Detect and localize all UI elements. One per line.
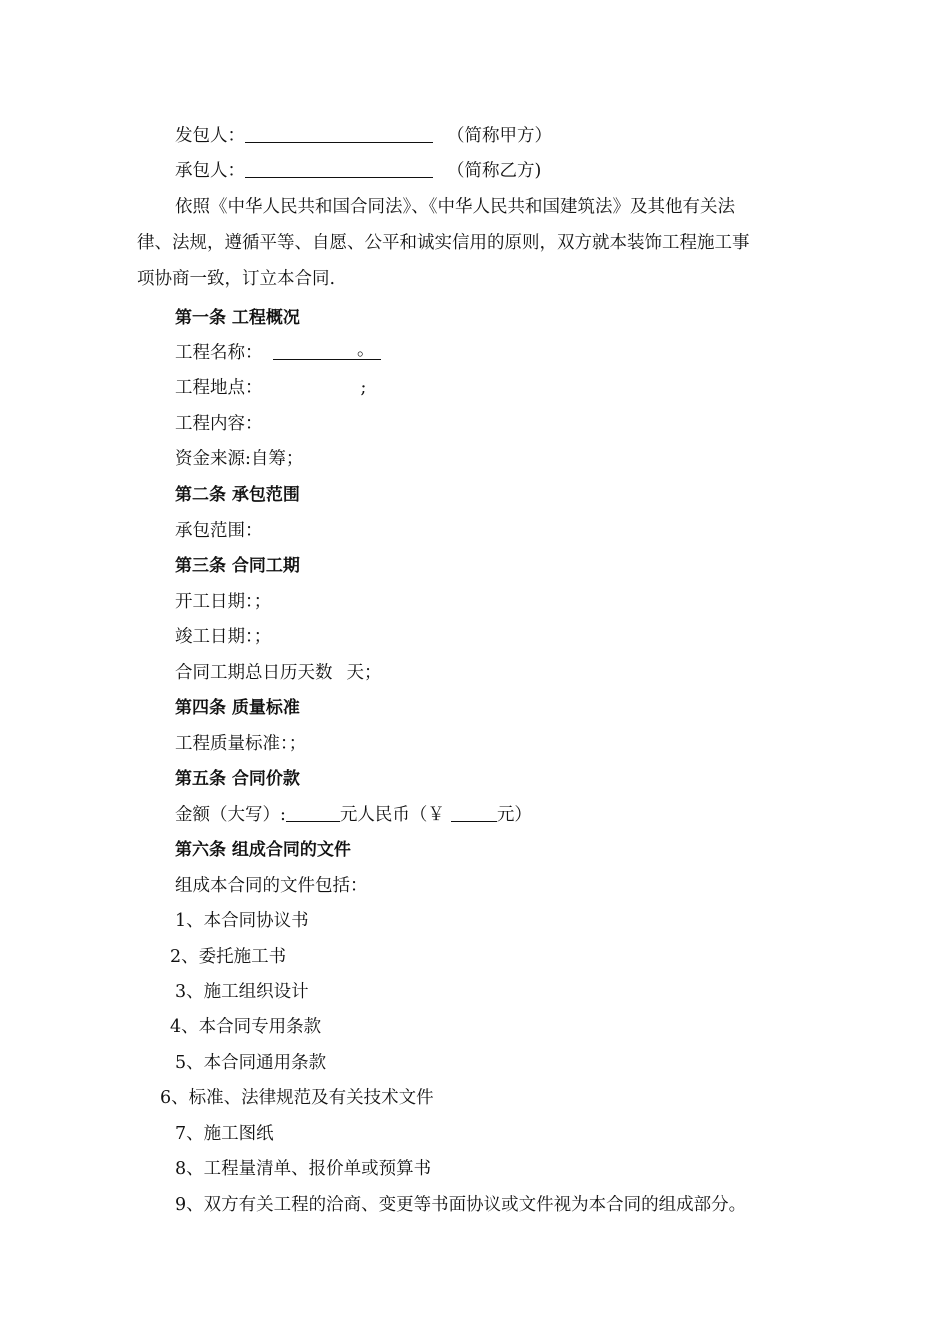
article-2-heading: 第二条 承包范围 xyxy=(175,485,300,505)
intro-line-1: 依照《中华人民共和国合同法》、《中华人民共和国建筑法》及其他有关法 xyxy=(175,197,735,217)
employer-suffix: （简称甲方） xyxy=(447,126,552,146)
document-item: 8、工程量清单、报价单或预算书 xyxy=(175,1159,432,1179)
amount-label: 金额（大写）: xyxy=(175,805,286,825)
finish-date: 竣工日期：； xyxy=(175,627,272,647)
start-date: 开工日期：； xyxy=(175,592,272,612)
intro-line-3: 项协商一致，订立本合同. xyxy=(137,269,336,289)
project-content-label: 工程内容： xyxy=(175,414,263,434)
contractor-line xyxy=(175,159,541,183)
total-days-line xyxy=(175,661,382,685)
amount-figure-blank xyxy=(451,803,497,822)
project-site-label: 工程地点： xyxy=(175,378,263,398)
project-name-end: 。 xyxy=(357,340,375,360)
article-3-heading: 第三条 合同工期 xyxy=(175,556,300,576)
employer-label: 发包人： xyxy=(175,126,245,146)
quality-standard: 工程质量标准：； xyxy=(175,734,307,754)
project-name-label: 工程名称： xyxy=(175,343,263,363)
article-6-heading: 第六条 组成合同的文件 xyxy=(175,840,351,860)
document-item: 2、委托施工书 xyxy=(170,947,287,967)
document-item: 3、施工组织设计 xyxy=(175,982,309,1002)
contractor-suffix: （简称乙方) xyxy=(447,161,542,181)
article-5-heading: 第五条 合同价款 xyxy=(175,769,300,789)
documents-intro: 组成本合同的文件包括： xyxy=(175,876,368,896)
amount-line xyxy=(175,803,532,827)
employer-blank xyxy=(245,124,433,143)
amount-mid: 元人民币（￥ xyxy=(339,805,445,825)
project-site-line xyxy=(175,376,366,400)
document-item: 7、施工图纸 xyxy=(175,1124,274,1144)
project-name-blank xyxy=(273,341,381,360)
document-item: 1、本合同协议书 xyxy=(175,911,309,931)
total-days-prefix: 合同工期总日历天数 xyxy=(175,663,333,683)
document-item: 5、本合同通用条款 xyxy=(175,1053,327,1073)
contractor-label: 承包人： xyxy=(175,161,245,181)
article-4-heading: 第四条 质量标准 xyxy=(175,698,300,718)
amount-words-blank xyxy=(286,803,340,822)
document-item: 9、双方有关工程的洽商、变更等书面协议或文件视为本合同的组成部分。 xyxy=(175,1195,747,1215)
funding-source: 资金来源:自筹； xyxy=(175,449,304,469)
contractor-blank xyxy=(245,159,433,178)
document-item: 4、本合同专用条款 xyxy=(170,1017,322,1037)
contract-scope: 承包范围： xyxy=(175,521,263,541)
document-item: 6、标准、法律规范及有关技术文件 xyxy=(160,1088,434,1108)
project-name-line xyxy=(175,341,381,365)
article-1-heading: 第一条 工程概况 xyxy=(175,308,300,328)
project-site-end: ; xyxy=(360,378,367,398)
total-days-suffix: 天； xyxy=(346,663,382,683)
intro-line-2: 律、法规，遵循平等、自愿、公平和诚实信用的原则，双方就本装饰工程施工事 xyxy=(137,233,750,253)
amount-end: 元） xyxy=(496,805,532,825)
employer-line xyxy=(175,124,552,148)
